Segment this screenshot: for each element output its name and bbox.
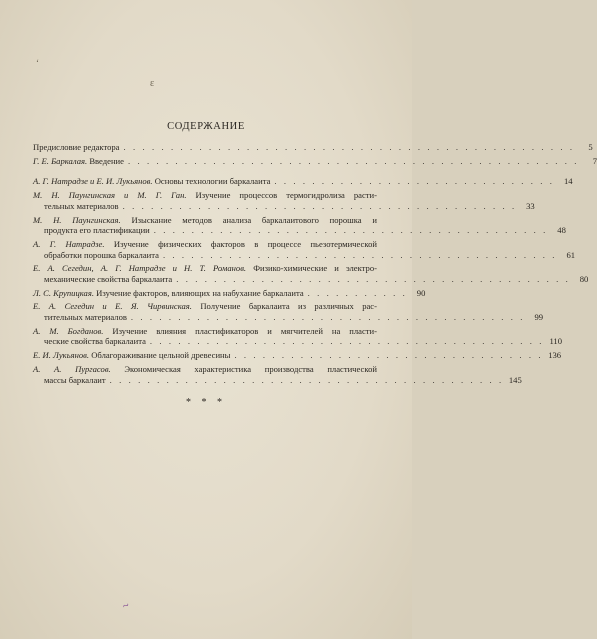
margin-mark: ~ [121,599,131,613]
toc-page-number: 80 [579,273,589,284]
toc-page-number: 99 [534,312,544,323]
leader-dots: . . . . . . . . . . . . . . . . . . . . . . . . . . . . . . . . . . . . . . . . . . [162,249,558,260]
leader-dots: . . . . . . . . . . . . . . . . . . . . . . . . . . . . . . . . . . . . . . . . . . [130,312,526,323]
toc-entry [33,176,573,187]
toc-title: Изучение физических факторов в процессе пьезотермической [113,238,377,249]
page-title: СОДЕРЖАНИЕ [167,121,245,132]
toc-entry [33,363,522,385]
toc-title: Изучение факторов, влияющих на набухание баркалаита [96,287,304,298]
margin-mark: ε [150,78,155,89]
toc-title-continued: массы баркалаит [44,374,106,385]
toc-author: М. Н. Паунгинская и М. Г. Ган. [33,190,187,201]
toc-author: А. А. Пургасов. [33,363,111,374]
toc-page-number: 90 [416,287,426,298]
toc-title: Предисловие редактора [33,142,120,152]
leader-dots: . . . . . . . . . . . . . . . . . . . . . . . . . . . . . . [274,176,555,187]
toc-title: Физико-химические и электро- [253,263,377,274]
toc-title-continued: продукта его пластификации [44,225,150,236]
leader-dots: . . . . . . . . . . . . . . . . . . . . . . . . . . . . . . . . . . . . . . . . . . . . . . . . [127,155,580,166]
toc-title: Экономическая характеристика производства пластической [124,363,377,374]
toc-page-number: 48 [557,225,566,236]
toc-title-continued: обработки порошка баркалаита [44,249,159,260]
toc-entry [33,155,597,167]
leader-dots: . . . . . . . . . . . . . . . . . . . . . . . . . . . . . . . . . . . . . . . . . . . . . . . . [123,142,575,152]
margin-mark: ‘ [36,58,39,68]
table-of-contents [33,142,597,388]
toc-page-number: 145 [508,374,522,385]
ornament-asterisks: * * * [186,397,226,408]
leader-dots: . . . . . . . . . . . . . . . . . . . . . . . . . . . . . . . . . . . . . . . . . . [109,374,504,385]
toc-page-number: 110 [549,336,563,347]
toc-entry [33,350,562,361]
toc-author: Е. И. Лукьянов. [33,350,90,361]
toc-author: Л. С. Крупицкая. [33,287,94,298]
toc-title: Изучение влияния пластификаторов и мягчителей на пласти- [112,325,377,336]
toc-entry [33,238,576,260]
toc-author: Е. А. Сегедин и Е. Я. Чирвинская. [33,301,192,312]
toc-page-number: 7 [592,155,597,166]
toc-title: Получение баркалаита из различных рас- [200,301,377,312]
toc-title-continued: тительных материалов [44,312,127,323]
leader-dots: . . . . . . . . . . . . . . . . . . . . . . . . . . . . . . . . . . . . . . . . . . [176,273,571,284]
toc-author: Е. А. Сегедин, А. Г. Натрадзе и Н. Т. Романов. [33,263,247,274]
toc-entry [33,301,544,323]
toc-author: А. Г. Натрадзе и Е. И. Лукьянов. [33,176,153,187]
toc-entry [33,287,426,299]
toc-entry [33,190,535,211]
toc-title: Изыскание методов анализа баркалаитового порошка и [131,214,377,225]
toc-entry [33,263,589,284]
toc-entry [33,142,593,153]
leader-dots: . . . . . . . . . . . . . . . . . . . . . . . . . . . . . . . . . . . . . . . . . . [122,200,517,211]
toc-page-number: 33 [526,200,535,211]
toc-entry [33,325,563,347]
toc-title: Изучение процессов термогидролиза расти- [195,190,377,201]
leader-dots: . . . . . . . . . . . . . . . . . . . . . . . . . . . . . . . . . . . . . . . . . . [149,336,545,347]
toc-page-number: 61 [566,249,576,260]
leader-dots: . . . . . . . . . . . [307,287,408,298]
toc-title: Основы технологии баркалаита [154,176,271,187]
leader-dots: . . . . . . . . . . . . . . . . . . . . . . . . . . . . . . . . . . . . . . . . . . [153,225,548,236]
toc-author: А. М. Богданов. [33,325,104,336]
toc-title: Введение [89,155,124,166]
toc-author: А. Г. Натрадзе. [33,238,105,249]
toc-title: Облагораживание цельной древесины [91,350,231,361]
toc-author: Г. Е. Баркалая. [33,155,88,166]
toc-title-continued: механические свойства баркалаита [44,273,173,284]
toc-title-continued: тельных материалов [44,200,119,211]
toc-page-number: 136 [548,350,562,361]
toc-page-number: 5 [588,142,593,152]
toc-page-number: 14 [563,176,573,187]
toc-title-continued: ческие свойства баркалаита [44,336,146,347]
toc-entry [33,214,566,236]
leader-dots: . . . . . . . . . . . . . . . . . . . . . . . . . . . . . . . . . [234,350,544,361]
toc-author: М. Н. Паунгинская. [33,214,121,225]
